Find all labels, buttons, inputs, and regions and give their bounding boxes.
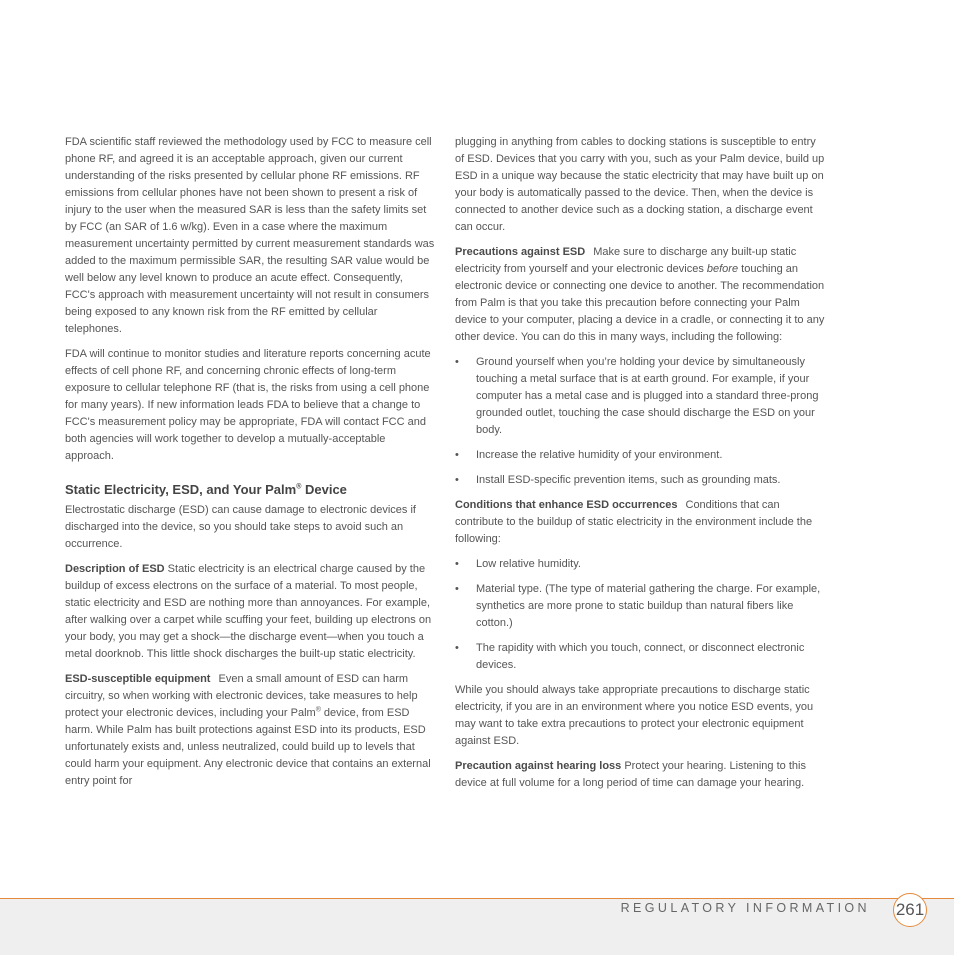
left-column [65, 134, 435, 798]
paragraph-conditions [455, 497, 825, 548]
lead-in-description: Description of ESD [65, 563, 165, 575]
paragraph-precautions [455, 244, 825, 346]
list-item [455, 447, 825, 464]
page-footer [0, 898, 954, 955]
bullet-icon: • [455, 474, 459, 486]
list-item [455, 640, 825, 674]
page-number: 261 [893, 893, 927, 927]
precautions-text-cont: touching an electronic device or connecting one device to another. The recommendation from Palm is that you take this precaution before connecting your Palm device to your computer, placing a device in a cradle, or connecting it to any other device. You can do this in many ways, including the following: [455, 263, 825, 343]
list-item-text: Install ESD-specific prevention items, such as grounding mats. [476, 474, 781, 486]
paragraph-esd-description [65, 561, 435, 663]
equipment-text-cont: device, from ESD harm. While Palm has built protections against ESD into its products, ESD unfortunately exists and, unless neutralized, could build up to levels that could harm your equipment. Any electronic device that contains an external entry point for [65, 707, 431, 787]
lead-in-precautions: Precautions against ESD [455, 246, 586, 258]
lead-in-equipment: ESD-susceptible equipment [65, 673, 211, 685]
conditions-list [455, 556, 825, 674]
section-heading-text: Static Electricity, ESD, and Your Palm [65, 482, 297, 497]
precautions-text: Make sure to discharge any built-up static electricity from yourself and your electronic devices [455, 246, 797, 275]
bullet-icon: • [455, 558, 459, 570]
bullet-icon: • [455, 583, 459, 595]
bullet-icon: • [455, 642, 459, 654]
registered-mark: ® [296, 483, 302, 491]
bullet-icon: • [455, 449, 459, 461]
section-heading [65, 481, 435, 498]
list-item [455, 472, 825, 489]
precautions-emphasis: before [706, 263, 739, 275]
list-item [455, 581, 825, 632]
bullet-icon: • [455, 356, 459, 368]
precautions-list [455, 354, 825, 489]
paragraph-fda-monitoring: FDA will continue to monitor studies and literature reports concerning acute effects of cell phone RF, and concerning chronic effects of long-term exposure to cellular telephone RF (that is, the risks from using a cell phone for many years). If new information leads FDA to believe that a change to FCC's measurement policy may be appropriate, FDA will contact FCC and both agencies will work together to develop a mutually-acceptable approach. [65, 348, 431, 462]
paragraph-esd-entry: plugging in anything from cables to docking stations is susceptible to entry of ESD. Devices that you carry with you, such as your Palm device, build up ESD in a unique way because the static electricity that may have built up on your body is automatically passed to the device. Then, when the device is connected to another device such as a docking station, a discharge event can occur. [455, 136, 825, 233]
list-item [455, 556, 825, 573]
conditions-text: Conditions that can contribute to the buildup of static electricity in the environment include the following: [455, 499, 813, 545]
paragraph-fda-methodology: FDA scientific staff reviewed the methodology used by FCC to measure cell phone RF, and agreed it is an acceptable approach, given our current understanding of the risks presented by cellular phone RF emissions. RF emissions from cellular phones have not been shown to present a risk of injury to the user when the measured SAR is less than the safety limits set by FCC (an SAR of 1.6 w/kg). Even in a case where the maximum measurement uncertainty permitted by current measurement standards was added to the maximum permissible SAR, the resulting SAR value would be well below any level known to produce an acute effect. Consequently, FCC's approach with measurement uncertainty will not result in consumers being exposed to any known risk from the RF emitted by cellular telephones. [65, 136, 435, 335]
list-item [455, 354, 825, 439]
list-item-text: Material type. (The type of material gathering the charge. For example, synthetics are more prone to static buildup than natural fibers like cotton.) [476, 583, 821, 629]
list-item-text: Increase the relative humidity of your environment. [476, 449, 723, 461]
equipment-text: Even a small amount of ESD can harm circuitry, so when working with electronic devices, take measures to help protect your electronic devices, including your Palm [65, 673, 418, 719]
list-item-text: Ground yourself when you’re holding your device by simultaneously touching a metal surface that is at earth ground. For example, if your computer has a metal case and is plugged into a standard three-prong grounded outlet, touching the case should discharge the ESD on your body. [476, 356, 819, 436]
lead-in-hearing: Precaution against hearing loss [455, 760, 622, 772]
registered-mark: ® [315, 706, 321, 714]
description-text: Static electricity is an electrical charge caused by the buildup of excess electrons on the surface of a material. To most people, static electricity and ESD are nothing more than annoyances. For example, after walking over a carpet while scuffing your feet, building up electrons on your body, you may get a shock—the discharge event—when you touch a metal doorknob. This little shock discharges the built-up static electricity. [65, 563, 432, 660]
list-item-text: Low relative humidity. [476, 558, 581, 570]
paragraph-esd-equipment [65, 671, 435, 790]
right-column [455, 134, 825, 800]
section-heading-tail: Device [301, 482, 347, 497]
paragraph-esd-intro: Electrostatic discharge (ESD) can cause damage to electronic devices if discharged into the device, so you should take steps to avoid such an occurrence. [65, 504, 416, 550]
list-item-text: The rapidity with which you touch, connect, or disconnect electronic devices. [476, 642, 805, 671]
lead-in-conditions: Conditions that enhance ESD occurrences [455, 499, 678, 511]
footer-section-title: REGULATORY INFORMATION [620, 901, 870, 915]
paragraph-extra-precautions: While you should always take appropriate precautions to discharge static electricity, if you are in an environment where you notice ESD events, you may want to take extra precautions to protect your electronic equipment against ESD. [455, 684, 814, 747]
hearing-text: Protect your hearing. Listening to this device at full volume for a long period of time can damage your hearing. [455, 760, 806, 789]
paragraph-hearing [455, 758, 825, 792]
